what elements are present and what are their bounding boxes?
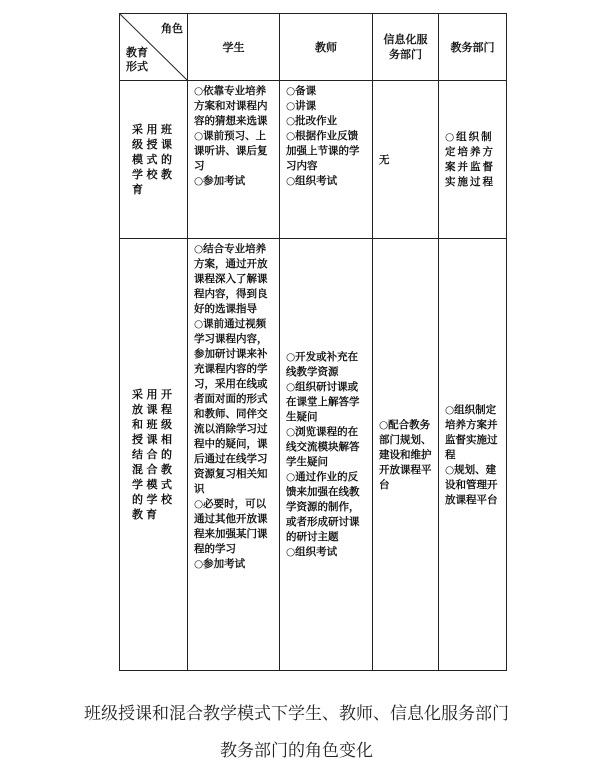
cell-line: ○通过作业的反馈来加强在线教学资源的制作，或者形成研讨课的研讨主题: [286, 471, 360, 543]
cell-academic-affairs: [439, 81, 507, 239]
cell-line: ○配合教务部门规划、建设和维护开放课程平台: [379, 418, 432, 491]
cell-line: ○课前预习、上课听讲、课后复习: [194, 130, 268, 172]
header-it-service: 信息化服务部门: [373, 14, 439, 81]
cell-line: ○备课: [286, 85, 317, 97]
row-label: 采用班级授课模式的学校教育: [120, 81, 188, 239]
cell-line: ○依靠专业培养方案和对课程内容的猜想来选课: [194, 85, 268, 127]
cell-line: ○结合专业培养方案，通过开放课程深入了解课程内容，得到良好的选课指导: [194, 243, 268, 315]
table-row: [120, 239, 507, 671]
cell-line: ○规划、建设和管理开放课程平台: [445, 463, 498, 506]
cell-line: ○根据作业反馈加强上节课的学习内容: [286, 130, 360, 172]
table-row: [120, 81, 507, 239]
cell-it-service: [373, 81, 439, 239]
header-student: 学生: [188, 14, 280, 81]
cell-line: ○组织考试: [286, 546, 338, 558]
cell-line: 无: [379, 153, 390, 166]
corner-top-label: 角色: [161, 22, 183, 35]
header-teacher: 教师: [280, 14, 373, 81]
row-label: 采用开放课程和班级授课相结合的混合教学模式的学校教育: [120, 239, 188, 671]
cell-line: ○组织研讨课或在课堂上解答学生疑问: [286, 381, 360, 423]
cell-teacher: [280, 239, 373, 671]
cell-line: ○参加考试: [194, 175, 246, 187]
cell-line: ○讲课: [286, 100, 317, 112]
cell-it-service: [373, 239, 439, 671]
cell-line: ○参加考试: [194, 558, 246, 570]
cell-student: [188, 81, 280, 239]
roles-table: [119, 13, 507, 671]
figure-caption-line1: 班级授课和混合教学模式下学生、教师、信息化服务部门: [84, 704, 509, 724]
cell-line: ○必要时，可以通过其他开放课程来加强某门课程的学习: [194, 498, 268, 555]
figure-caption-line2: 教务部门的角色变化: [220, 741, 373, 761]
cell-line: ○组织制定培养方案并监督实施过程: [445, 131, 495, 188]
cell-line: ○组织制定培养方案并监督实施过程: [445, 403, 498, 461]
header-academic-affairs: 教务部门: [439, 14, 507, 81]
corner-header: [120, 14, 188, 81]
cell-line: ○组织考试: [286, 175, 338, 187]
cell-student: [188, 239, 280, 671]
table-header-row: [120, 14, 507, 81]
corner-bottom-label: 教育形式: [126, 46, 148, 73]
cell-academic-affairs: [439, 239, 507, 671]
cell-line: ○课前通过视频学习课程内容，参加研讨课来补充课程内容的学习，采用在线或者面对面的形式和教师、同伴交流以消除学习过程中的疑问，课后通过在线学习资源复习相关知识: [194, 318, 268, 495]
cell-line: ○批改作业: [286, 115, 338, 127]
cell-teacher: [280, 81, 373, 239]
cell-line: ○开发或补充在线教学资源: [286, 351, 359, 378]
cell-line: ○浏览课程的在线交流模块解答学生疑问: [286, 426, 360, 468]
